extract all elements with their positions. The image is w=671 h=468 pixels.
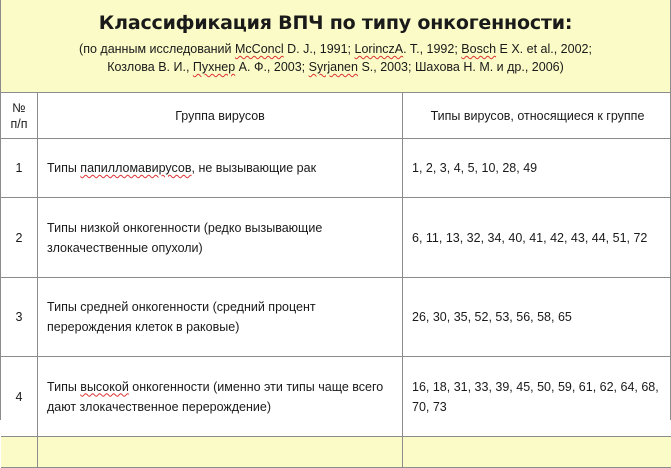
row-group-empty bbox=[38, 437, 403, 468]
table-row bbox=[1, 278, 671, 357]
column-header-group: Группа вирусов bbox=[38, 93, 403, 139]
row-group-text: , не вызывающие рак bbox=[192, 161, 317, 175]
row-number: 4 bbox=[1, 357, 38, 437]
row-group-text: Типы bbox=[47, 161, 80, 175]
page-title: Классификация ВПЧ по типу онкогенности: bbox=[1, 12, 670, 34]
source-author-bosch: Bosch bbox=[461, 42, 496, 56]
classification-table bbox=[1, 93, 671, 468]
table-row bbox=[1, 198, 671, 278]
row-group-marked-word: папилломавирусов bbox=[80, 161, 191, 175]
source-author-lorincz: LorinczA bbox=[355, 42, 404, 56]
row-group bbox=[38, 139, 403, 198]
source-author-syrjanen: Syrjanen bbox=[309, 60, 358, 74]
row-group: Типы средней онкогенности (средний процент перерождения клеток в раковые) bbox=[38, 278, 403, 357]
source-text: Козлова В. И., bbox=[107, 60, 193, 74]
header-panel bbox=[1, 0, 670, 93]
row-group: Типы низкой онкогенности (редко вызывающие злокачественные опухоли) bbox=[38, 198, 403, 278]
source-author-mcconcl: McConcl bbox=[235, 42, 284, 56]
table-header-row bbox=[1, 93, 671, 139]
source-text: S., 2003; Шахова Н. М. и др., 2006) bbox=[358, 60, 564, 74]
row-virus-types: 26, 30, 35, 52, 53, 56, 58, 65 bbox=[403, 278, 671, 357]
row-virus-types: 16, 18, 31, 33, 39, 45, 50, 59, 61, 62, 64, 68, 70, 73 bbox=[403, 357, 671, 437]
row-group-text: онкогенности (именно эти типы чаще всего дают злокачественное перерождение) bbox=[47, 380, 383, 414]
row-group-text: Типы bbox=[47, 380, 80, 394]
source-line-1 bbox=[1, 40, 670, 58]
row-virus-types: 6, 11, 13, 32, 34, 40, 41, 42, 43, 44, 51, 72 bbox=[403, 198, 671, 278]
row-number: 1 bbox=[1, 139, 38, 198]
source-text: (по данным исследований bbox=[79, 42, 235, 56]
row-group-marked-word: высокой bbox=[80, 380, 129, 394]
source-text: . T., 1992; bbox=[403, 42, 461, 56]
source-text: E X. et al., 2002; bbox=[496, 42, 592, 56]
row-number: 2 bbox=[1, 198, 38, 278]
column-header-number bbox=[1, 93, 38, 139]
source-text: D. J., 1991; bbox=[284, 42, 355, 56]
source-author-puhner: Пухнер bbox=[193, 60, 235, 74]
column-header-number-line2: п/п bbox=[1, 116, 37, 132]
table-row-partial bbox=[1, 437, 671, 468]
table-row bbox=[1, 357, 671, 437]
column-header-number-line1: № bbox=[1, 100, 37, 116]
row-virus-types-empty bbox=[403, 437, 671, 468]
row-number-empty bbox=[1, 437, 38, 468]
row-virus-types: 1, 2, 3, 4, 5, 10, 28, 49 bbox=[403, 139, 671, 198]
source-text: А. Ф., 2003; bbox=[235, 60, 308, 74]
table-row bbox=[1, 139, 671, 198]
column-header-types: Типы вирусов, относящиеся к группе bbox=[403, 93, 671, 139]
source-line-2 bbox=[1, 58, 670, 76]
row-number: 3 bbox=[1, 278, 38, 357]
row-group bbox=[38, 357, 403, 437]
